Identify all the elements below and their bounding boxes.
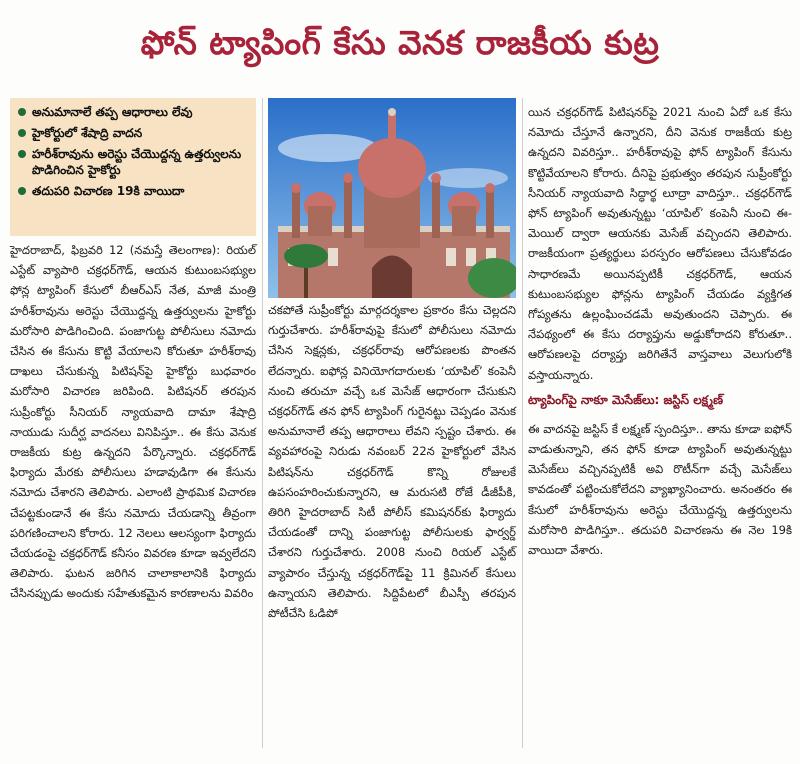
bullet-icon xyxy=(18,187,26,195)
column-divider xyxy=(522,98,523,748)
high-court-photo xyxy=(268,98,516,298)
article-column-2 xyxy=(268,300,516,623)
highlight-item xyxy=(16,104,250,120)
highlight-text: హరీశ్‌రావును అరెస్టు చేయొద్దన్న ఉత్తర్వులను పొడిగించిన హైకోర్టు xyxy=(32,147,242,177)
sub-heading: ట్యాపింగ్‌పై నాకూ మెసేజ్‌లు: జస్టిస్ లక్ష్మణ్ xyxy=(528,392,723,407)
article-column-3 xyxy=(528,102,792,560)
column-3b-text: ఈ వాదనపై జస్టిస్ కే లక్ష్మణ్ స్పందిస్తూ.. తాను కూడా ఐఫోన్ వాడుతున్నాని, తన ఫోన్ కూడా ట్యాపింగ్ అవుతున్నట్టు మెసేజ్‌లు వచ్చినప్పటికీ అవి రొటీన్‌గా వచ్చే మెసేజ్‌లు కావడంతో పట్టించుకోలేదని వ్యాఖ్యానించారు. అనంతరం ఈ కేసులో హరీశ్‌రావును అరెస్టు చేయొద్దన్న ఉత్తర్వులను మరోసారి పొడిగిస్తూ.. తదుపరి విచారణను ఈ నెల 19కి వాయిదా వేశారు. xyxy=(528,421,792,558)
headline: ఫోన్ ట్యాపింగ్ కేసు వెనక రాజకీయ కుట్ర xyxy=(140,22,660,62)
column-2-text: చకపోతే సుప్రీంకోర్టు మార్గదర్శకాల ప్రకారం కేసు చెల్లదని గుర్తుచేశారు. హరీశ్‌రావుపై కేసులో పోలీసులు నమోదు చేసిన సెక్షన్లకు, చక్రధర్‌రావు ఆరోపణలకు పొంతన లేదన్నారు. ఐఫోన్ల వినియోగదారులకు ‘యాపిల్’ కంపెనీ నుంచి తరుచూ వచ్చే ఒక మెసేజ్ ఆధారంగా చేసుకుని చక్రధర్‌గౌడ్ తన ఫోన్ ట్యాపింగ్ గురైనట్టు చెప్పడం వెనుక అనుమానాలే తప్ప ఆధారాలు లేవని స్పష్టం చేశారు. ఈ వ్యవహారంపై నిరుడు నవంబర్ 22న హైకోర్టులో వేసిన పిటిషన్‌ను చక్రధర్‌గౌడ్ కొన్ని రోజులకే ఉపసంహరించుకున్నారని, ఆ మరుసటి రోజే డీజీపీకి, తిరిగి హైదరాబాద్ సిటీ పోలీస్ కమిషనర్‌కు ఫిర్యాదు చేయడంతో దాన్ని పంజాగుట్ట పోలీసులకు ఫార్వర్డ్ చేశారని గుర్తుచేశారు. 2008 నుంచి రియల్ ఎస్టేట్ వ్యాపారం చేస్తున్న చక్రధర్‌గౌడ్‌పై 11 క్రిమినల్ కేసులు ఉన్నాయని తెలిపారు. సిద్దిపేటలో బీఎస్పీ తరపున పోటీచేసి ఓడిపో xyxy=(268,303,516,621)
highlight-text: హైకోర్టులో శేషాద్రి వాదన xyxy=(32,126,143,140)
article-column-1 xyxy=(10,240,256,604)
highlight-text: తదుపరి విచారణ 19కి వాయిదా xyxy=(32,184,185,198)
highlights-box xyxy=(10,98,256,236)
highlight-item xyxy=(16,183,250,199)
bullet-icon xyxy=(18,129,26,137)
highlight-item xyxy=(16,125,250,141)
bullet-icon xyxy=(18,108,26,116)
column-divider xyxy=(262,98,263,748)
column-1-text: హైదరాబాద్, ఫిబ్రవరి 12 (నమస్తే తెలంగాణ): రియల్ ఎస్టేట్ వ్యాపారి చక్రధర్‌గౌడ్, ఆయన కుటుంబసభ్యుల ఫోన్ల ట్యాపింగ్ కేసులో బీఆర్‌ఎస్ నేత, మాజీ మంత్రి హరీశ్‌రావును అరెస్టు చేయొద్దన్న ఉత్తర్వులను హైకోర్టు మరోసారి పొడిగించింది. పంజాగుట్ట పోలీసులు నమోదు చేసిన ఈ కేసును కొట్టి వేయాలని కోరుతూ హరీశ్‌రావు దాఖలు చేసుకున్న పిటిషన్‌పై హైకోర్టు బుధవారం మరోసారి విచారణ జరిపింది. పిటిషనర్ తరపున సుప్రీంకోర్టు సీనియర్ న్యాయవాది దామా శేషాద్రి నాయుడు సుదీర్ఘ వాదనలు వినిపిస్తూ.. ఈ కేసు వెనుక రాజకీయ కుట్ర ఉన్నదని పేర్కొన్నారు. చక్రధర్‌గౌడ్ ఫిర్యాదు మేరకు పోలీసులు హడావుడిగా ఈ కేసును నమోదు చేశారని తెలిపారు. ఎలాంటి ప్రాథమిక విచారణ చేపట్టకుండానే ఈ కేసు నమోదు చేయడాన్ని తీవ్రంగా పరిగణించాలని కోరారు. 12 నెలలు ఆలస్యంగా ఫిర్యాదు చేయడంపై చక్రధర్‌గౌడ్ కనీసం వివరణ కూడా ఇవ్వలేదని తెలిపారు. ఘటన జరిగిన చాలాకాలానికి ఫిర్యాదు చేసినప్పుడు అందుకు సహేతుకమైన కారణాలను వివరిం xyxy=(10,243,256,601)
highlight-item xyxy=(16,146,250,178)
highlight-text: అనుమానాలే తప్ప ఆధారాలు లేవు xyxy=(32,105,193,119)
high-court-building-image xyxy=(268,98,516,298)
bullet-icon xyxy=(18,150,26,158)
column-3a-text: యిన చక్రధర్‌గౌడ్ పిటిషనర్‌పై 2021 నుంచి ఏదో ఒక కేసు నమోదు చేస్తూనే ఉన్నారని, దీని వెనుక రాజకీయ కుట్ర ఉన్నదని వివరిస్తూ.. హరీశ్‌రావుపై ఫోన్ ట్యాపింగ్ కేసును కొట్టివేయాలని కోరారు. దీనిపై ప్రభుత్వం తరపున సుప్రీంకోర్టు సీనియర్ న్యాయవాది సిద్ధార్థ లూద్రా వాదిస్తూ.. చక్రధర్‌గౌడ్ ఫోన్ ట్యాపింగ్ అవుతున్నట్టు ‘యాపిల్’ కంపెనీ నుంచి ఈ-మెయిల్ ద్వారా ఆయనకు మెసేజ్ వచ్చిందని తెలిపారు. రాజకీయంగా ప్రత్యర్థులు పరస్పరం ఆరోపణలు చేసుకోవడం సాధారణమే అయినప్పటికీ చక్రధర్‌గౌడ్, ఆయన కుటుంబసభ్యుల ఫోన్లను ట్యాపింగ్ చేయడం వ్యక్తిగత గోప్యతను ఉల్లంఘించడమే అవుతుందని చెప్పారు. ఈ నేపథ్యంలో ఈ కేసు దర్యాప్తును అడ్డుకోరాదని కోరుతూ.. ఆరోపణలపై దర్యాప్తు జరిగితేనే వాస్తవాలు వెలుగులోకి వస్తాయన్నారు. xyxy=(528,105,792,382)
